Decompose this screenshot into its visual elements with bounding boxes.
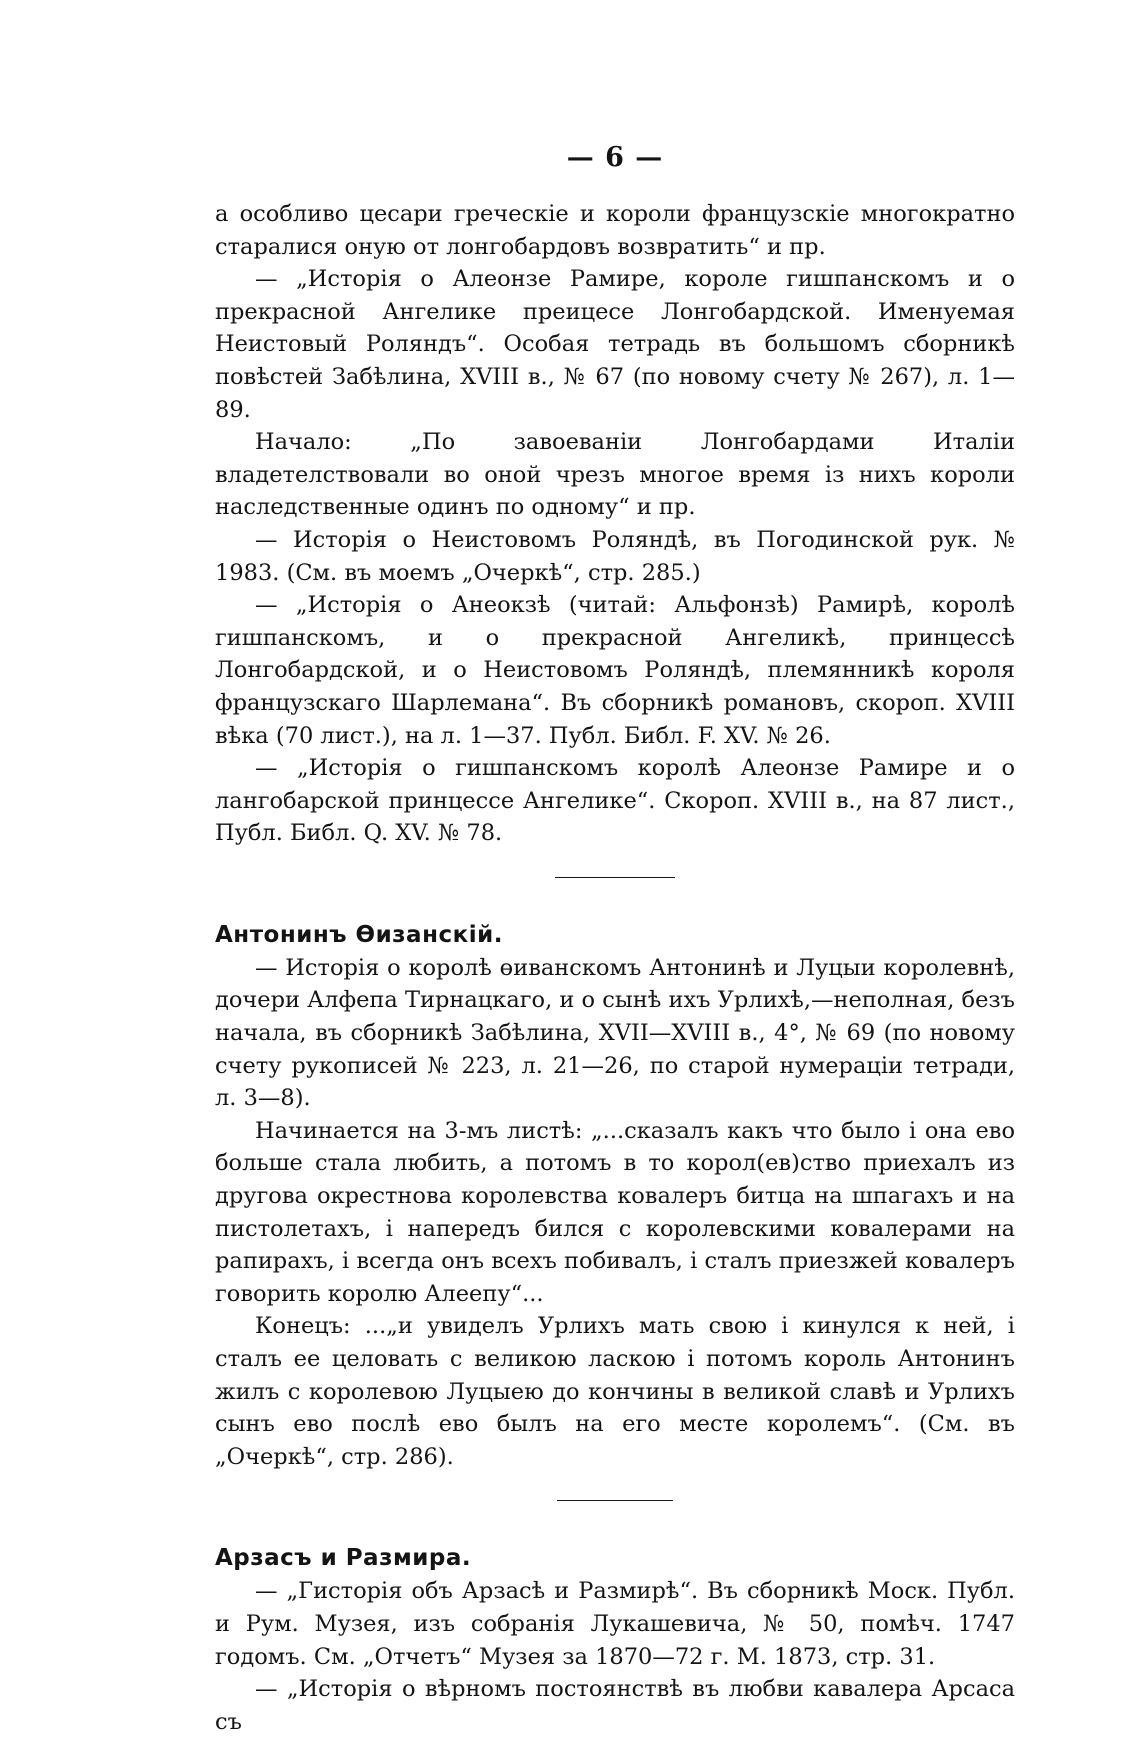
intro-section — [215, 198, 1015, 850]
paragraph-entry-spanish-king: — „Исторія о гишпанскомъ королѣ Алеонзе Рамире и о лангобарской принцессе Ангелике“. Скороп. XVIII в., на 87 лист., Публ. Библ. Q. XV. № 78. — [215, 755, 1015, 847]
section-heading-arzas: Арзасъ и Размира. — [215, 1545, 472, 1572]
paragraph-entry-alfonso-ramir: — „Исторія о Алеонзе Рамире, короле гишпанскомъ и о прекрасной Ангелике преицесе Лонгобардской. Именуемая Неистовый Роляндъ“. Особая тетрадь въ большомъ сборникѣ повѣстей Забѣлина, XVIII в., № 67 (по новому счету № 267), л. 1—89. — [215, 266, 1015, 423]
document-page — [215, 138, 1015, 1738]
paragraph-arzas-second-entry: — „Исторія о вѣрномъ постоянствѣ въ любви кавалера Арсаса съ — [215, 1676, 1015, 1735]
section-divider — [555, 877, 675, 878]
page-number: — 6 — — [566, 142, 664, 173]
paragraph-antonin-entry: — Исторія о королѣ өиванскомъ Антонинѣ и Луцыи королевнѣ, дочери Алфепа Тирнацкаго, и о сынѣ ихъ Урлихѣ,—неполная, безъ начала, въ сборникѣ Забѣлина, XVII—XVIII в., 4°, № 69 (по новому счету рукописей № 223, л. 21—26, по старой нумераціи тетради, л. 3—8). — [215, 954, 1015, 1112]
section-heading-antonin: Антонинъ Өизанскій. — [215, 921, 503, 948]
section-divider — [557, 1500, 673, 1501]
paragraph-entry-roland-pogodin: — Исторія о Неистовомъ Роляндѣ, въ Погодинской рук. № 1983. (См. въ моемъ „Очеркѣ“, стр. 285.) — [215, 526, 1015, 586]
paragraph-continuation: а особливо цесари греческіе и короли французскіе многократно старалися оную от лонгобардовъ возвратить“ и пр. — [215, 201, 1015, 260]
paragraph-arzas-entry: — „Гисторія объ Арзасѣ и Размирѣ“. Въ сборникѣ Моск. Публ. и Рум. Музея, изъ собранія Лукашевича, № 50, помѣч. 1747 годомъ. См. „Отчетъ“ Музея за 1870—72 г. М. 1873, стр. 31. — [215, 1578, 1015, 1670]
section-antonin — [215, 918, 1015, 1474]
section-arzas — [215, 1541, 1015, 1738]
paragraph-antonin-ending: Конецъ: ...„и увиделъ Урлихъ мать свою і кинулся к ней, і сталъ ее целовать с великою ласкою і потомъ король Антонинъ жилъ с королевою Луцыею до кончины в великой славѣ и Урлихъ сынъ ево послѣ ево былъ на его месте королемъ“. (См. въ „Очеркѣ“, стр. 286). — [215, 1313, 1015, 1470]
paragraph-antonin-beginning: Начинается на 3-мъ листѣ: „...сказалъ какъ что было і она ево больше стала любить, а потомъ в то корол(ев)ство приехалъ из другова окрестнова королевства ковалеръ битца на шпагахъ и на пистолетахъ, і напередъ бился с королевскими ковалерами на рапирахъ, і всегда онъ всехъ побивалъ, і сталъ приезжей ковалеръ говорить королю Алеепу“... — [215, 1117, 1015, 1307]
paragraph-entry-aneokz-ramir: — „Исторія о Анеокзѣ (читай: Альфонзѣ) Рамирѣ, королѣ гишпанскомъ, и о прекрасной Ангеликѣ, принцессѣ Лонгобардской, и о Неистовомъ Роляндѣ, племянникѣ короля французскаго Шарлемана“. Въ сборникѣ романовъ, скороп. XVIII вѣка (70 лист.), на л. 1—37. Публ. Библ. F. XV. № 26. — [215, 592, 1015, 749]
paragraph-incipit: Начало: „По завоеваніи Лонгобардами Италіи владетелствовали во оной чрезъ многое время із нихъ короли наследственные одинъ по одному“ и пр. — [215, 429, 1015, 521]
